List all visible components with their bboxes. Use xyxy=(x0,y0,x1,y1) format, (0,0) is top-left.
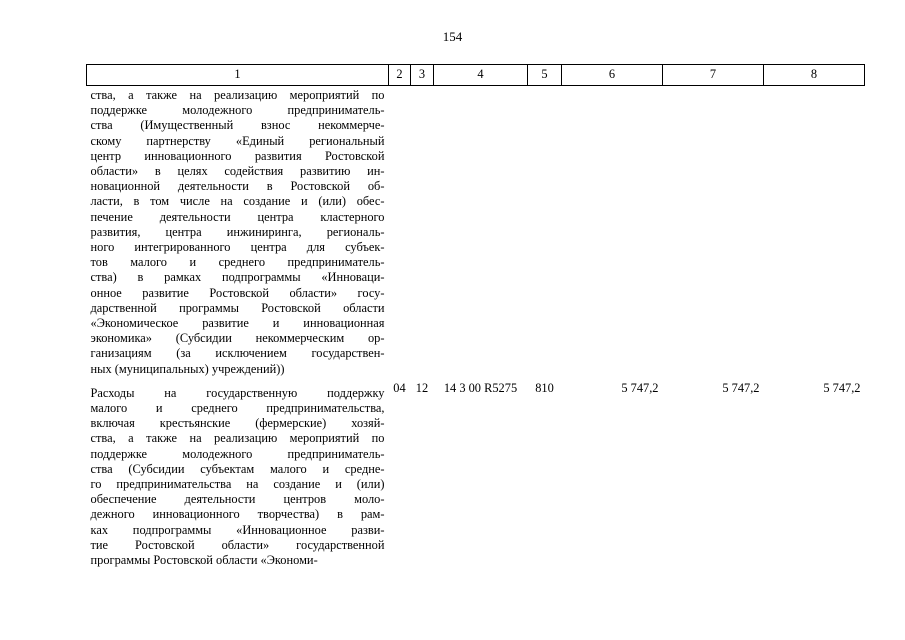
description-line: поддержке молодежного предприниматель- xyxy=(90,446,385,461)
description-line: ства, а также на реализацию мероприятий по xyxy=(90,88,385,102)
amount-col-6: 5 747,2 xyxy=(621,380,659,395)
description-line: малого и среднего предпринимательства, xyxy=(90,401,385,416)
section-code: 04 xyxy=(393,380,406,395)
expense-description xyxy=(87,86,389,377)
target-article-code xyxy=(434,86,528,377)
expense-type-code: 810 xyxy=(535,380,554,395)
description-line: области» в целях содействия развитию ин- xyxy=(90,164,385,179)
description-line: поддержке молодежного предприниматель- xyxy=(90,103,385,118)
column-header: 7 xyxy=(663,65,764,86)
description-line: ласти, в том числе на создание и (или) обес- xyxy=(90,194,385,209)
description-line: дежного инновационного творчества) в рам- xyxy=(90,507,385,522)
amount-col-6 xyxy=(562,86,663,377)
column-header: 3 xyxy=(411,65,434,86)
description-line: ства, а также на реализацию мероприятий по xyxy=(90,431,385,446)
description-line: ства (Имущественный взнос некоммерче- xyxy=(90,118,385,133)
description-line: онное развитие Ростовской области» госу- xyxy=(90,285,385,300)
subsection-code: 12 xyxy=(415,380,429,395)
table-row xyxy=(87,86,865,377)
description-line: ках подпрограммы «Инновационное разви- xyxy=(90,522,385,537)
description-line: новационной деятельности в Ростовской об- xyxy=(90,179,385,194)
table-row xyxy=(87,377,865,568)
column-header: 8 xyxy=(764,65,865,86)
amount-col-8: 5 747,2 xyxy=(823,380,861,395)
amount-col-8 xyxy=(764,86,865,377)
expense-type-code xyxy=(528,86,562,377)
description-line: программы Ростовской области «Экономи- xyxy=(90,553,318,568)
column-header: 2 xyxy=(389,65,411,86)
description-line: обеспечение деятельности центров моло- xyxy=(90,492,385,507)
description-line: ства (Субсидии субъектам малого и средне- xyxy=(90,461,385,476)
header-row xyxy=(87,65,865,86)
description-line: дарственной программы Ростовской области xyxy=(90,300,385,315)
column-header: 4 xyxy=(434,65,528,86)
description-line: тов малого и среднего предприниматель- xyxy=(90,255,385,270)
subsection-code xyxy=(411,86,434,377)
description-line: развития, центра инжиниринга, региональ- xyxy=(90,224,385,239)
column-header: 5 xyxy=(528,65,562,86)
description-line: Расходы на государственную поддержку xyxy=(90,385,385,400)
description-line: «Экономическое развитие и инновационная xyxy=(90,316,385,331)
page-number: 154 xyxy=(442,29,463,44)
column-header: 6 xyxy=(562,65,663,86)
budget-table xyxy=(86,64,865,568)
description-line: печение деятельности центра кластерного xyxy=(90,209,385,224)
description-line: го предпринимательства на создание и (или) xyxy=(90,477,385,492)
column-header: 1 xyxy=(87,65,389,86)
description-line: скому партнерству «Единый региональный xyxy=(90,133,385,148)
section-code xyxy=(389,86,411,377)
description-line: ного интегрированного центра для субъек- xyxy=(90,240,385,255)
expense-description xyxy=(87,377,389,568)
description-line: экономика» (Субсидии некоммерческим ор- xyxy=(90,331,385,346)
description-line: тие Ростовской области» государственной xyxy=(90,537,385,552)
description-line: ства) в рамках подпрограммы «Инноваци- xyxy=(90,270,385,285)
amount-col-7 xyxy=(663,86,764,377)
target-article-code: 14 3 00 R5275 xyxy=(443,380,518,395)
amount-col-7: 5 747,2 xyxy=(722,380,760,395)
description-line: ных (муниципальных) учреждений)) xyxy=(90,361,285,376)
description-line: ганизациям (за исключением государствен- xyxy=(90,346,385,361)
description-line: центр инновационного развития Ростовской xyxy=(90,148,385,163)
description-line: включая крестьянские (фермерские) хозяй- xyxy=(90,416,385,431)
